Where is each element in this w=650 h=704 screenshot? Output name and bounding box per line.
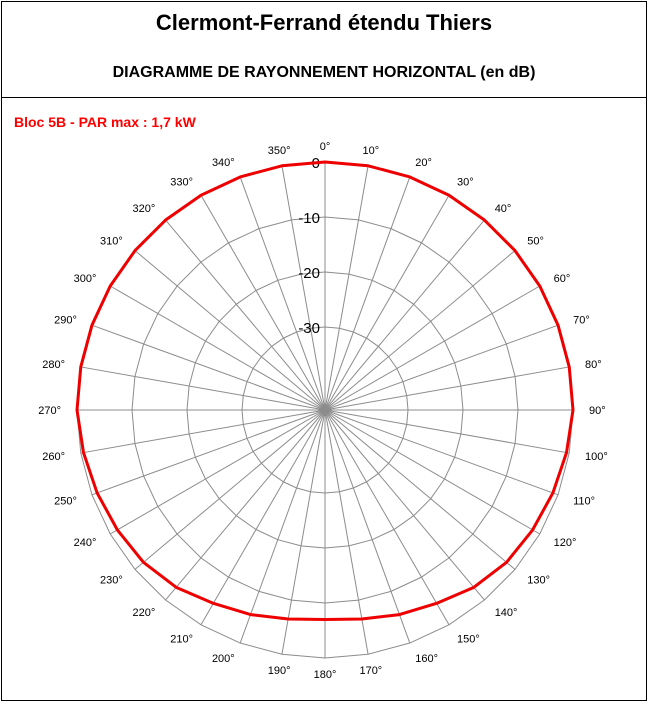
angle-tick-label: 150° xyxy=(457,633,480,646)
polar-grid xyxy=(77,162,573,658)
angle-tick-label: 180° xyxy=(313,669,337,681)
angle-tick-label: 40° xyxy=(494,202,512,215)
angle-tick-label: 290° xyxy=(54,314,77,327)
radial-labels xyxy=(298,155,320,337)
angle-tick-label: 30° xyxy=(457,176,474,189)
angle-tick-label: 260° xyxy=(42,450,66,463)
angle-tick-label: 130° xyxy=(527,574,551,587)
angle-tick-label: 280° xyxy=(42,359,66,372)
angle-tick-label: 140° xyxy=(494,607,518,620)
angle-tick-label: 340° xyxy=(211,156,235,169)
angle-tick-label: 310° xyxy=(99,235,123,248)
angle-tick-label: 350° xyxy=(267,145,291,158)
radial-tick-label: -10 xyxy=(298,210,320,227)
angle-tick-label: 220° xyxy=(132,607,156,620)
angle-tick-label: 60° xyxy=(553,273,571,285)
radial-tick-label: -30 xyxy=(298,320,320,337)
angle-tick-label: 320° xyxy=(132,202,156,215)
angle-tick-label: 70° xyxy=(573,314,590,327)
angle-tick-label: 120° xyxy=(553,537,577,549)
chart-title: Clermont-Ferrand étendu Thiers xyxy=(155,10,493,35)
angle-tick-label: 50° xyxy=(527,235,544,248)
radial-tick-label: 0 xyxy=(311,155,320,172)
angle-tick-label: 230° xyxy=(99,574,123,587)
chart-subtitle: DIAGRAMME DE RAYONNEMENT HORIZONTAL (en dB) xyxy=(112,64,536,81)
angle-tick-label: 270° xyxy=(38,405,61,417)
angle-tick-label: 190° xyxy=(267,664,291,677)
series-label: Bloc 5B - PAR max : 1,7 kW xyxy=(14,114,196,130)
angle-tick-label: 330° xyxy=(170,176,193,189)
angle-tick-label: 210° xyxy=(170,633,193,646)
angle-tick-label: 90° xyxy=(589,405,606,417)
angle-tick-label: 200° xyxy=(211,653,235,666)
angle-tick-label: 160° xyxy=(415,653,439,666)
angle-tick-label: 100° xyxy=(584,450,608,463)
angle-tick-label: 20° xyxy=(415,156,432,169)
radial-tick-label: -20 xyxy=(298,265,320,282)
angle-tick-label: 80° xyxy=(584,359,602,372)
angle-tick-label: 170° xyxy=(359,664,383,677)
angle-tick-label: 10° xyxy=(362,145,380,158)
angle-tick-label: 240° xyxy=(73,537,97,549)
angle-tick-label: 300° xyxy=(73,273,97,285)
angle-tick-label: 250° xyxy=(54,495,77,508)
angle-tick-label: 0° xyxy=(319,141,331,153)
angle-tick-label: 110° xyxy=(573,495,596,508)
